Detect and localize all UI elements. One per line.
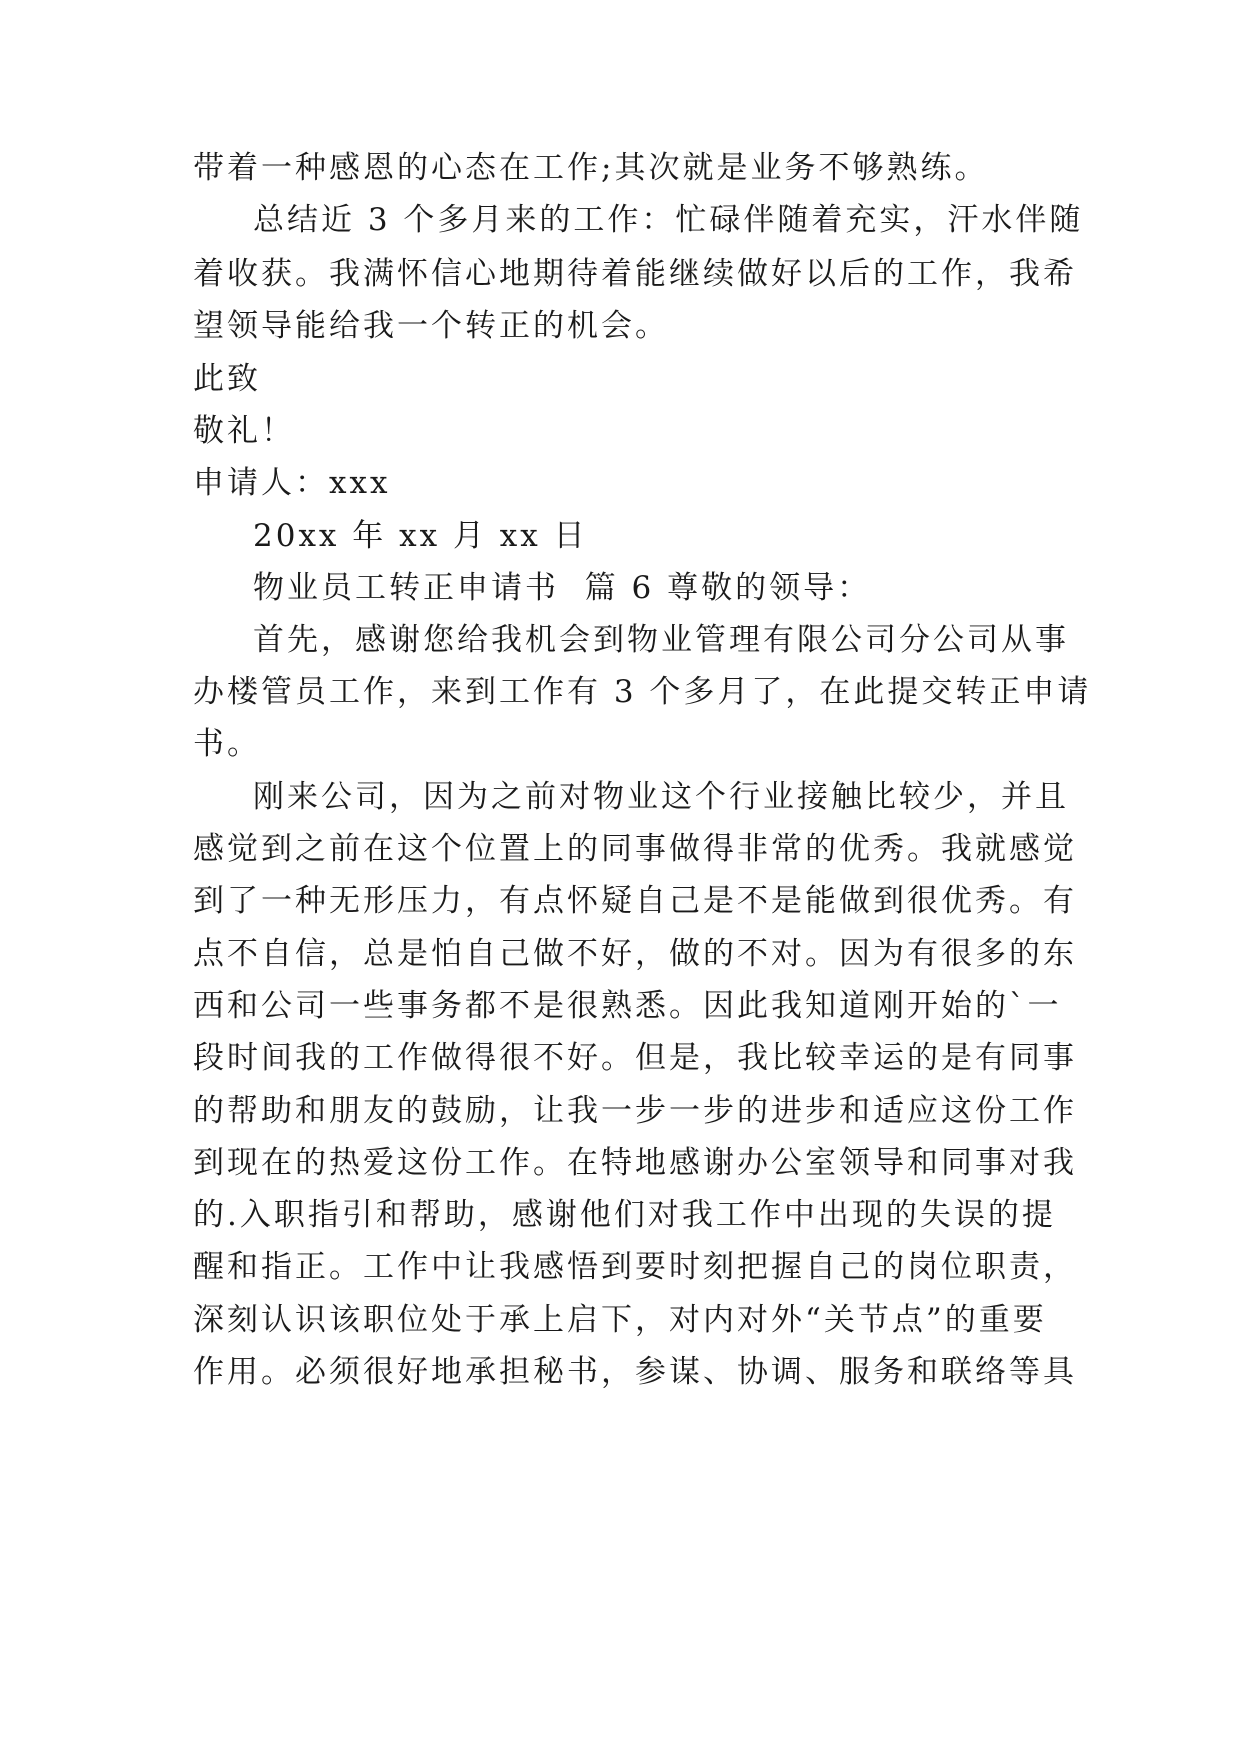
text-line: 着收获。我满怀信心地期待着能继续做好以后的工作，我希 — [193, 256, 1077, 292]
text-line: 感觉到之前在这个位置上的同事做得非常的优秀。我就感觉 — [193, 831, 1077, 867]
text-line: 书。 — [193, 726, 261, 762]
text-line: 的.入职指引和帮助，感谢他们对我工作中出现的失误的提 — [193, 1197, 1056, 1233]
text-line: 醒和指正。工作中让我感悟到要时刻把握自己的岗位职责， — [193, 1249, 1077, 1285]
text-line: 总结近 3 个多月来的工作：忙碌伴随着充实，汗水伴随 — [253, 202, 1084, 238]
text-line: 刚来公司，因为之前对物业这个行业接触比较少，并且 — [253, 779, 1069, 815]
text-line: 段时间我的工作做得很不好。但是，我比较幸运的是有同事 — [193, 1040, 1077, 1076]
text-line: 办楼管员工作，来到工作有 3 个多月了，在此提交转正申请 — [193, 674, 1092, 710]
closing-salutation: 此致 — [193, 361, 261, 397]
text-line: 首先，感谢您给我机会到物业管理有限公司分公司从事 — [253, 622, 1069, 658]
text-line: 点不自信，总是怕自己做不好，做的不对。因为有很多的东 — [193, 936, 1077, 972]
text-line: 到了一种无形压力，有点怀疑自己是不是能做到很优秀。有 — [193, 883, 1077, 919]
text-line: 带着一种感恩的心态在工作;其次就是业务不够熟练。 — [193, 150, 989, 186]
closing-regards: 敬礼！ — [193, 413, 295, 449]
text-line: 的帮助和朋友的鼓励，让我一步一步的进步和适应这份工作 — [193, 1093, 1077, 1129]
text-line: 作用。必须很好地承担秘书，参谋、协调、服务和联络等具 — [193, 1354, 1077, 1390]
date-line: 20xx 年 xx 月 xx 日 — [253, 518, 588, 554]
text-line: 到现在的热爱这份工作。在特地感谢办公室领导和同事对我 — [193, 1145, 1077, 1181]
text-line: 西和公司一些事务都不是很熟悉。因此我知道刚开始的`一 — [193, 988, 1062, 1024]
applicant-signature: 申请人：xxx — [193, 465, 391, 501]
text-line: 深刻认识该职位处于承上启下，对内对外“关节点”的重要 — [193, 1302, 1047, 1338]
section-heading: 物业员工转正申请书 篇 6 尊敬的领导： — [253, 570, 872, 606]
text-line: 望领导能给我一个转正的机会。 — [193, 308, 669, 344]
